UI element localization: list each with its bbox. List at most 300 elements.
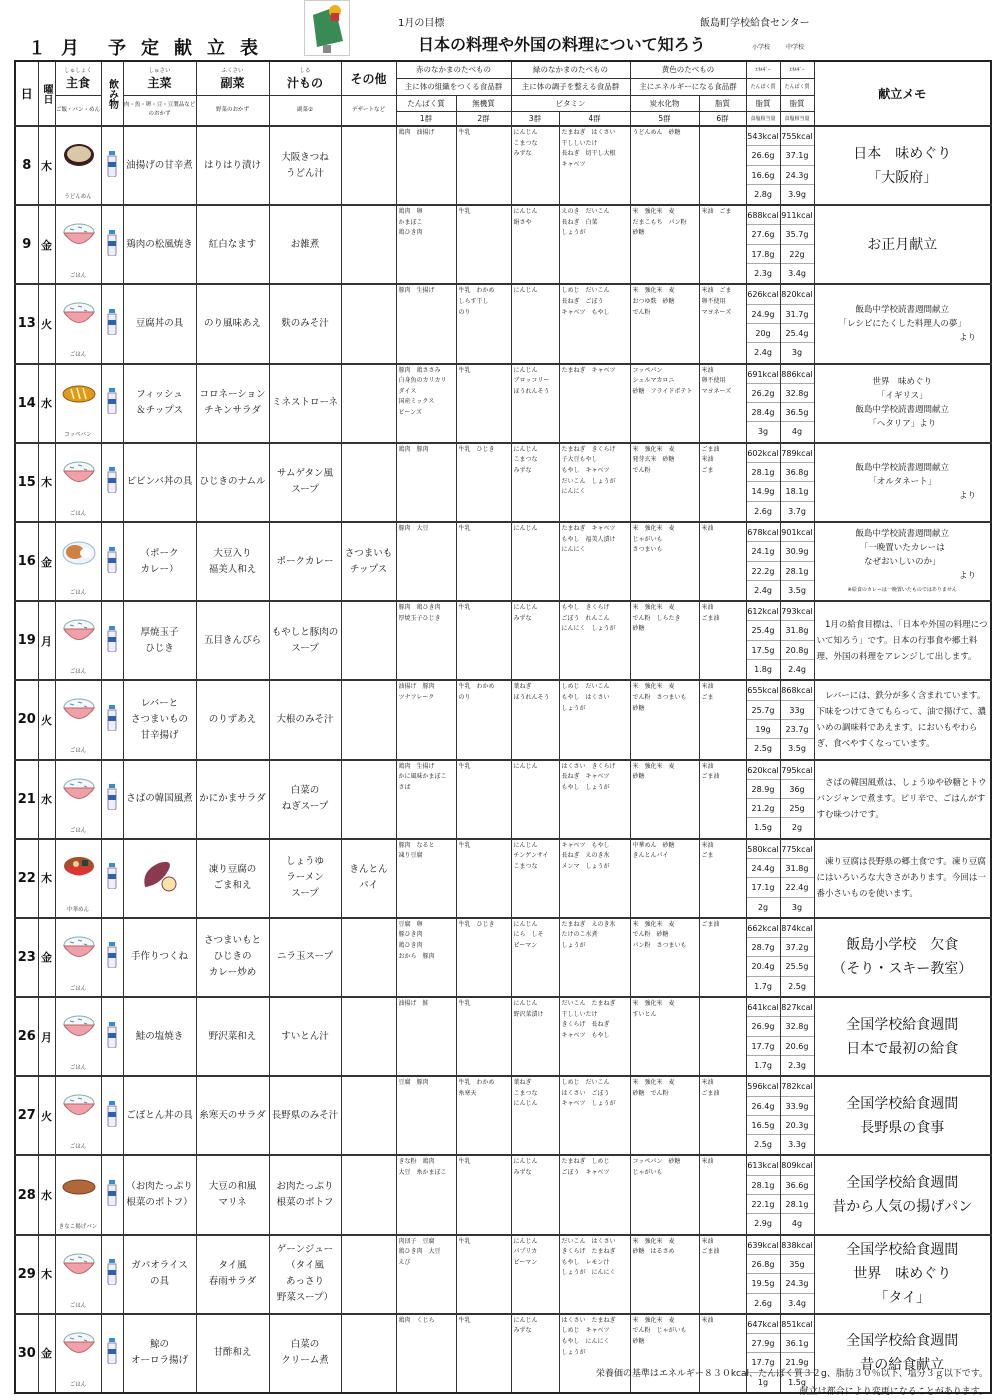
group-1-ingredients — [396, 205, 456, 284]
side-dish — [196, 1314, 269, 1393]
group-3-ingredients — [511, 1314, 559, 1393]
menu-row — [15, 760, 991, 839]
text-line: 米 強化米 麦 — [632, 604, 675, 612]
text-line: でん粉 — [632, 466, 651, 474]
nutrition-value: 2.6g — [754, 506, 772, 516]
nutrition-value: 901kcal — [781, 523, 814, 542]
group-3-ingredients — [511, 205, 559, 284]
text-line: にんじん — [513, 287, 538, 295]
group-5-ingredients — [630, 839, 699, 918]
text-line: マヨネーズ — [701, 387, 732, 395]
text-line: だいこん はくさい — [561, 1237, 616, 1245]
text-line: 砂糖 フライドポテト — [632, 387, 693, 395]
text-line: のり風味あえ — [203, 317, 261, 329]
menu-memo — [814, 443, 991, 522]
side-dish — [196, 918, 269, 997]
nutrition-value: 30.9g — [781, 542, 814, 561]
memo-line: より — [958, 491, 976, 502]
text-line: 飯島小学校 欠食 — [846, 937, 959, 954]
text-line: 豚肉 大豆 — [398, 524, 429, 532]
text-line: 手作りつくね — [130, 951, 188, 963]
text-line: にんじん — [513, 208, 538, 216]
text-line: 鶏肉 卵 — [398, 208, 423, 216]
text-line: 子大豆もやし — [561, 456, 598, 464]
header-red-group: 赤のなかまのたべもの — [396, 61, 511, 78]
text-line: はくさい たまねぎ — [561, 1316, 616, 1324]
text-line: 長ねぎ 白菜 — [561, 218, 598, 226]
header-fukusai — [196, 61, 269, 95]
text-line: にんじん — [513, 129, 538, 136]
group-6-ingredients — [699, 997, 746, 1076]
nutrition-value: 827kcal — [781, 998, 814, 1017]
drink-cell — [101, 364, 123, 443]
drink-cell — [101, 443, 123, 522]
main-dish — [123, 126, 196, 205]
milk-bottle-icon — [106, 467, 118, 493]
nutrition-value: 17.7g — [747, 1037, 780, 1056]
other-dish — [341, 1235, 396, 1314]
day-number: 22 — [15, 839, 38, 918]
milk-bottle-icon — [106, 705, 118, 731]
text-line: 全国学校給食週間 — [846, 1242, 959, 1259]
staple-label: ごはん — [69, 985, 87, 992]
header-yellow-group: 黄色のたべもの — [630, 61, 746, 78]
text-line: クリーム煮 — [281, 1355, 329, 1367]
nutrition-junior-high — [780, 1155, 814, 1234]
text-line: 米 強化米 麦 — [632, 1237, 675, 1245]
text-line: ビビンバ丼の具 — [126, 476, 193, 488]
day-of-week: 金 — [38, 1314, 55, 1393]
group-1-ingredients — [396, 760, 456, 839]
other-dish — [341, 205, 396, 284]
text-line: かに風味かまぼこ — [398, 773, 447, 781]
text-line: はくさい ごぼう — [561, 1089, 610, 1097]
group-4-ingredients — [559, 680, 630, 759]
text-line: きんとん — [349, 864, 388, 876]
nutrition-value: 755kcal — [781, 127, 814, 146]
nutrition-value: 793kcal — [781, 602, 814, 621]
group-3-ingredients — [511, 680, 559, 759]
menu-row — [15, 601, 991, 680]
text-line: 国産ミックス — [398, 398, 435, 406]
text-line: だいこん たまねぎ — [561, 1000, 616, 1008]
nutrition-value: 809kcal — [781, 1156, 814, 1175]
nutrition-elementary — [746, 918, 780, 997]
text-line: シェルマカロニ — [632, 377, 675, 385]
group-3-ingredients — [511, 839, 559, 918]
text-line: 鶏肉 油揚げ — [398, 129, 435, 136]
text-line: さばの韓国風煮は、しょうゆや砂糖とトウバンジャンで煮ます。ピリ辛で、ごはんがすすむ味つけです。 — [816, 778, 987, 821]
text-line: 凍り豆腐は長野県の郷土食です。凍り豆腐にはいろいろな大きさがあります。今回は一番小さいものを使います。 — [816, 857, 986, 900]
staple-cell — [55, 601, 101, 680]
memo-line: なぜおいしいのか」 — [863, 556, 941, 567]
nutrition-value: 28.1g — [781, 1195, 814, 1214]
nutrition-junior-high — [780, 680, 814, 759]
nutrition-value: 36.5g — [781, 403, 814, 422]
memo-line: 「レシピにたくした料理人の夢」 — [838, 318, 966, 329]
text-line: 砂糖 でん粉 — [632, 1089, 669, 1097]
text-line: 根菜のポトフ） — [126, 1197, 193, 1209]
drink-cell — [101, 284, 123, 363]
nutrition-value: 36g — [781, 780, 814, 799]
text-line: にら しそ — [513, 931, 544, 939]
text-line: みずな — [513, 1327, 532, 1335]
day-number: 9 — [15, 205, 38, 284]
staple-label: ごはん — [69, 1144, 87, 1151]
nutrition-value: 27.9g — [747, 1334, 780, 1353]
day-number: 16 — [15, 522, 38, 601]
nutrition-value: 2.5g — [754, 1140, 772, 1150]
group-4-ingredients — [559, 443, 630, 522]
group-5-ingredients — [630, 601, 699, 680]
nutrition-value: 613kcal — [747, 1156, 780, 1175]
soup-dish — [269, 205, 341, 284]
side-dish — [196, 364, 269, 443]
header-vitamin-nutrient: ビタミン — [511, 95, 630, 111]
title-char: 立 — [207, 38, 226, 59]
milk-bottle-icon — [106, 626, 118, 652]
nutrition-value: 36.6g — [781, 1176, 814, 1195]
text-line: 米油 — [701, 1079, 714, 1087]
other-dish — [341, 918, 396, 997]
text-line: 全国学校給食週間 — [846, 1175, 959, 1192]
nutrition-value: 620kcal — [747, 761, 780, 780]
staple-label: ごはん — [69, 273, 87, 280]
text-line: しめじ だいこん — [561, 1079, 610, 1087]
text-line: 牛乳 — [458, 208, 471, 216]
memo-line: より — [958, 570, 976, 581]
text-line: 牛乳 — [458, 604, 471, 612]
staple-label: うどんめん — [64, 194, 92, 201]
page-title — [28, 34, 273, 60]
nutrition-value: 626kcal — [747, 285, 780, 304]
text-line: 砂糖 — [632, 229, 645, 237]
nutrition-value: 2.4g — [788, 665, 806, 675]
text-line: みずな — [513, 150, 532, 158]
text-line: 鶏ひき肉 大豆 — [398, 1248, 441, 1256]
milk-bottle-icon — [106, 784, 118, 810]
nutrition-junior-high — [780, 601, 814, 680]
header-other: その他 — [341, 61, 396, 95]
nutrition-value: 543kcal — [747, 127, 780, 146]
text-line: たまねぎ しめじ — [561, 1158, 610, 1166]
group-3-ingredients — [511, 601, 559, 680]
text-line: にんじん — [513, 762, 538, 770]
header-group-6: 6群 — [699, 111, 746, 126]
text-line: 砂糖 — [632, 1338, 645, 1345]
nutrition-value: 16.5g — [747, 1116, 780, 1135]
header-mineral-nutrient: 無機質 — [456, 95, 511, 111]
group-4-ingredients — [559, 284, 630, 363]
text-line: にんにく しょうが — [561, 625, 616, 633]
text-line: 豚肉 鶏ささみ — [398, 366, 441, 374]
text-line: 「タイ」 — [874, 1290, 931, 1307]
menu-memo — [814, 1314, 991, 1393]
text-line: 肉団子 豆腐 — [398, 1237, 435, 1245]
text-line: 紅白なます — [208, 238, 257, 250]
text-line: 昔の給食献立 — [860, 1357, 945, 1374]
text-line: みずな — [513, 466, 532, 474]
text-line: パプリカ — [513, 1248, 538, 1256]
text-line: チンゲンサイ — [513, 852, 549, 860]
text-line: タイ風 — [218, 1260, 247, 1272]
nutrition-value: 2.6g — [754, 1298, 772, 1308]
main-dish — [123, 1076, 196, 1155]
text-line: 米 強化米 麦 — [632, 524, 675, 532]
legend-elementary: 小学校 — [752, 44, 771, 51]
text-line: 「大阪府」 — [867, 169, 938, 186]
nutrition-value: 2.5g — [788, 981, 806, 991]
group-5-ingredients — [630, 126, 699, 205]
group-3-ingredients — [511, 284, 559, 363]
menu-memo — [814, 839, 991, 918]
nutrition-value: 3.5g — [788, 744, 806, 754]
text-line: 鶏肉の松風焼き — [126, 238, 193, 250]
group-3-ingredients — [511, 918, 559, 997]
nutrition-elementary — [746, 1155, 780, 1234]
text-line: キャベツ もやし — [561, 308, 610, 316]
text-line: 砂糖 はるさめ — [632, 1248, 675, 1256]
text-line: 福美人和え — [208, 563, 257, 575]
menu-memo — [814, 1076, 991, 1155]
header-memo: 献立メモ — [814, 61, 991, 126]
text-line: ごま油 — [701, 1248, 720, 1256]
nutrition-value: 24.1g — [747, 542, 780, 561]
nutrition-value: 838kcal — [781, 1236, 814, 1255]
text-line: ダイス — [398, 387, 417, 395]
nutrition-elementary — [746, 680, 780, 759]
nutrition-junior-high — [780, 364, 814, 443]
nutrition-value: 1.5g — [788, 1377, 806, 1387]
text-line: もやし レモン汁 — [561, 1258, 610, 1266]
group-3-ingredients — [511, 1076, 559, 1155]
group-3-ingredients — [511, 760, 559, 839]
main-dish — [123, 997, 196, 1076]
menu-memo — [814, 1155, 991, 1234]
drink-cell — [101, 1076, 123, 1155]
header-shiru-sub: 副菜② — [269, 95, 341, 126]
group-4-ingredients — [559, 918, 630, 997]
menu-row — [15, 680, 991, 759]
text-line: みずな — [513, 1169, 532, 1177]
main-dish — [123, 205, 196, 284]
text-line: 牛乳 — [458, 1316, 471, 1324]
header-protein-jr: たんぱく質 — [780, 78, 814, 95]
group-2-ingredients — [456, 205, 511, 284]
text-line: 長ねぎ えのき氷 — [561, 852, 610, 860]
nutrition-junior-high — [780, 205, 814, 284]
text-line: 大阪きつね — [281, 151, 329, 163]
group-3-ingredients — [511, 364, 559, 443]
memo-line: 飯島中学校読書週間献立 — [855, 304, 949, 315]
nutrition-value: 1.5g — [754, 823, 772, 833]
side-dish — [196, 601, 269, 680]
ruby: ふくさい — [221, 67, 244, 74]
text-line: 長ねぎ キャベツ — [561, 773, 610, 781]
text-line: 鶏肉 生揚げ — [398, 762, 435, 770]
text-line: でん粉 砂糖 — [632, 931, 669, 939]
nutrition-value: 25.5g — [781, 957, 814, 976]
group-6-ingredients — [699, 1076, 746, 1155]
nutrition-value: 31.7g — [781, 305, 814, 324]
staple-label: きなこ揚げパン — [58, 1223, 98, 1230]
header-protein-elem: たんぱく質 — [746, 78, 780, 95]
text-line: （ポーク — [140, 547, 179, 559]
staple-label: ごはん — [69, 1065, 87, 1072]
text-line: しょうが — [561, 704, 586, 712]
menu-memo — [814, 601, 991, 680]
main-dish — [123, 522, 196, 601]
milk-bottle-icon — [106, 1022, 118, 1048]
group-5-ingredients — [630, 997, 699, 1076]
text-line: レバーと — [140, 697, 179, 709]
milk-bottle-icon — [106, 1259, 118, 1285]
text-line: 中華めん 砂糖 — [632, 841, 675, 849]
menu-memo — [814, 918, 991, 997]
day-of-week: 金 — [38, 918, 55, 997]
nutrition-value: 789kcal — [781, 444, 814, 463]
text-line: おから 豚肉 — [398, 952, 435, 960]
text-line: はりはり漬け — [203, 159, 261, 171]
nutrition-value: 2g — [791, 823, 803, 833]
text-line: 米油 — [701, 762, 714, 770]
milk-bottle-icon — [106, 1180, 118, 1206]
text-line: ガパオライス — [131, 1260, 188, 1272]
nutrition-value: 4g — [791, 427, 803, 437]
nutrition-value: 4g — [791, 1219, 803, 1229]
menu-row — [15, 1235, 991, 1314]
nutrition-junior-high — [780, 522, 814, 601]
text-line: にんじん — [513, 524, 538, 532]
text-line: スープ — [291, 642, 319, 654]
soup-dish — [269, 1235, 341, 1314]
nutrition-standard-note: 栄養価の基準はエネルギー８３０kcal、たんぱく質３２g、脂肪３０％以下、塩分３ｇ以下です。 — [595, 1369, 988, 1379]
nutrition-value: 3.5g — [788, 585, 806, 595]
text-line: 大豆 糸かまぼこ — [398, 1169, 447, 1177]
memo-line: 「一晩置いたカレーは — [859, 542, 945, 553]
text-line: 牛乳 — [458, 129, 471, 136]
legend-junior-high: 中学校 — [786, 44, 805, 51]
text-line: 米 強化米 麦 — [632, 208, 675, 216]
text-line: 鮭の塩焼き — [135, 1030, 184, 1042]
soup-dish — [269, 601, 341, 680]
other-dish — [341, 839, 396, 918]
group-1-ingredients — [396, 126, 456, 205]
group-2-ingredients — [456, 839, 511, 918]
milk-bottle-icon — [106, 388, 118, 414]
side-dish — [196, 1155, 269, 1234]
group-6-ingredients — [699, 839, 746, 918]
nutrition-value: 24.3g — [781, 1274, 814, 1293]
other-dish — [341, 997, 396, 1076]
text-line: 凍り豆腐の — [208, 864, 257, 876]
soup-dish — [269, 443, 341, 522]
group-2-ingredients — [456, 364, 511, 443]
text-line: 牛乳 — [458, 841, 471, 849]
title-char: 予 — [108, 38, 127, 59]
staple-label: ごはん — [69, 352, 87, 359]
text-line: カレー） — [140, 563, 179, 575]
text-line: ごま — [701, 852, 714, 860]
day-of-week: 木 — [38, 1235, 55, 1314]
group-4-ingredients — [559, 522, 630, 601]
menu-row — [15, 443, 991, 522]
group-4-ingredients — [559, 1155, 630, 1234]
side-dish — [196, 126, 269, 205]
soup-dish — [269, 1314, 341, 1393]
drink-cell — [101, 1314, 123, 1393]
nutrition-elementary — [746, 1076, 780, 1155]
memo-line: より — [958, 332, 976, 343]
header-salt-elem: 食塩相当量 — [746, 111, 780, 126]
day-number: 27 — [15, 1076, 38, 1155]
text-line: もやし しょうが — [561, 783, 610, 791]
milk-bottle-icon — [106, 230, 118, 256]
other-dish — [341, 601, 396, 680]
nutrition-value: 1g — [757, 1377, 769, 1387]
text-line: 鶏肉 豚肉 — [398, 445, 429, 453]
memo-line: 「ヘタリア」より — [868, 419, 937, 430]
text-line: 野沢菜和え — [208, 1030, 257, 1042]
text-line: 葉ねぎ — [513, 683, 532, 691]
label: 主食 — [65, 75, 90, 90]
group-1-ingredients — [396, 443, 456, 522]
staple-label: ごはん — [69, 1381, 87, 1388]
mascot-illustration-icon — [304, 0, 350, 56]
header-carb-nutrient: 炭水化物 — [630, 95, 699, 111]
text-line: 米油 — [701, 683, 714, 691]
text-line: ピーマン — [513, 942, 538, 950]
text-line: にんにく — [561, 488, 586, 496]
side-dish — [196, 284, 269, 363]
text-line: 大豆の和風 — [208, 1181, 257, 1193]
header-energy-elem: ｴﾈﾙｷﾞｰ — [746, 61, 780, 78]
milk-bottle-icon — [106, 1338, 118, 1364]
staple-cell — [55, 760, 101, 839]
menu-row — [15, 522, 991, 601]
day-number: 23 — [15, 918, 38, 997]
nutrition-value: 28.1g — [781, 562, 814, 581]
text-line: 卵不使用 — [701, 377, 726, 385]
milk-bottle-icon — [106, 863, 118, 889]
nutrition-value: 31.8g — [781, 859, 814, 878]
nutrition-elementary — [746, 443, 780, 522]
nutrition-value: 33.9g — [781, 1097, 814, 1116]
nutrition-value: 21.9g — [781, 1353, 814, 1372]
drink-cell — [101, 918, 123, 997]
group-2-ingredients — [456, 918, 511, 997]
nutrition-junior-high — [780, 1235, 814, 1314]
memo-line: 飯島中学校読書週間献立 — [855, 463, 949, 474]
text-line: のり — [458, 308, 471, 316]
nutrition-value: 16.6g — [747, 166, 780, 185]
day-number: 14 — [15, 364, 38, 443]
menu-memo — [814, 126, 991, 205]
text-line: でん粉 しらたき — [632, 614, 681, 622]
text-line: 砂糖 — [632, 625, 645, 633]
text-line: ＆チップス — [136, 405, 183, 417]
main-dish — [123, 760, 196, 839]
text-line: おつゆ麩 砂糖 — [632, 297, 675, 305]
group-1-ingredients — [396, 1314, 456, 1393]
nutrition-elementary — [746, 1235, 780, 1314]
soup-dish — [269, 839, 341, 918]
staple-label: ごはん — [69, 590, 87, 597]
text-line: ごま和え — [213, 880, 252, 892]
header-drink: 飲み物 — [101, 61, 123, 126]
nutrition-value: 26.9g — [747, 1017, 780, 1036]
text-line: 白菜の — [290, 785, 320, 797]
